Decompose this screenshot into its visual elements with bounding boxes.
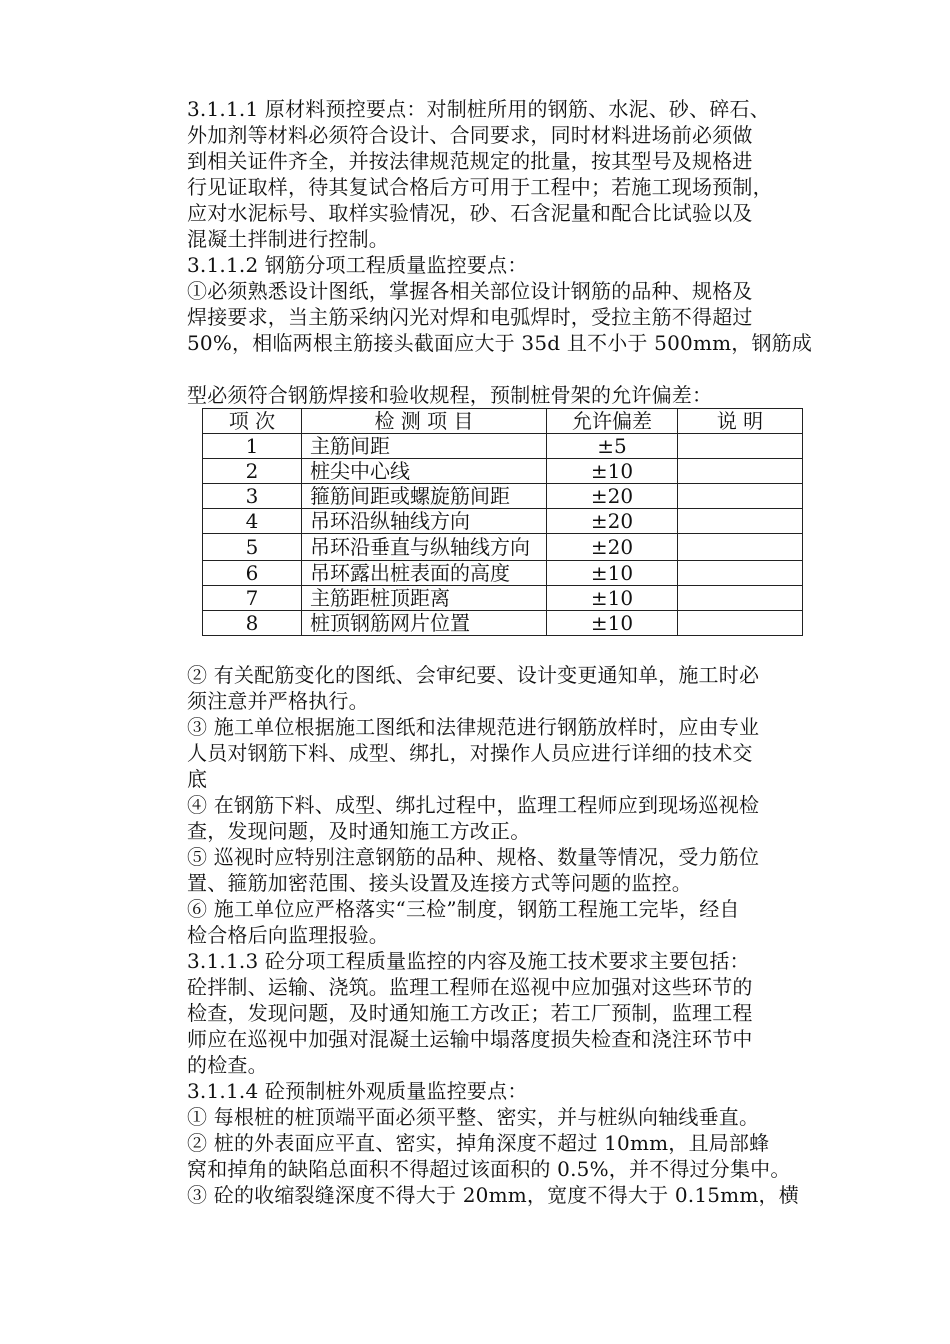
cell-item: 桩顶钢筋网片位置: [302, 611, 547, 636]
text-line: ② 桩的外表面应平直、密实，掉角深度不超过 10mm，且局部蜂: [187, 1131, 770, 1155]
header-tolerance: 允许偏差: [547, 409, 678, 434]
table-intro: 型必须符合钢筋焊接和验收规程，预制桩骨架的允许偏差：: [187, 383, 713, 407]
text-line: 3.1.1.2 钢筋分项工程质量监控要点：: [187, 253, 528, 277]
text-line: 行见证取样，待其复试合格后方可用于工程中；若施工现场预制，: [187, 175, 773, 199]
text-line: ④ 在钢筋下料、成型、绑扎过程中，监理工程师应到现场巡视检: [187, 793, 760, 817]
text-line: ⑥ 施工单位应严格落实“三检”制度，钢筋工程施工完毕，经自: [187, 897, 740, 921]
table-row: [203, 534, 803, 561]
text-line: 砼拌制、运输、浇筑。监理工程师在巡视中应加强对这些环节的: [187, 975, 753, 999]
table-row: [203, 611, 803, 636]
cell-item: 吊环露出桩表面的高度: [302, 561, 547, 586]
cell-item: 桩尖中心线: [302, 459, 547, 484]
table-row: [203, 561, 803, 586]
cell-note: [678, 534, 803, 561]
text-line: 应对水泥标号、取样实验情况，砂、石含泥量和配合比试验以及: [187, 201, 753, 225]
text-line: 查，发现问题，及时通知施工方改正。: [187, 819, 531, 843]
cell-item: 主筋距桩顶距离: [302, 586, 547, 611]
cell-note: [678, 434, 803, 459]
document-page: [187, 96, 827, 1208]
header-note: 说 明: [678, 409, 803, 434]
cell-tolerance: ±20: [547, 484, 678, 509]
text-line: 外加剂等材料必须符合设计、合同要求，同时材料进场前必须做: [187, 123, 753, 147]
cell-tolerance: ±10: [547, 611, 678, 636]
text-line: 3.1.1.1 原材料预控要点：对制桩所用的钢筋、水泥、砂、碎石、: [187, 97, 770, 121]
cell-note: [678, 611, 803, 636]
paragraphs-top: [187, 96, 827, 356]
text-line: 底: [187, 767, 208, 791]
table-header-row: [203, 409, 803, 434]
text-line: 3.1.1.4 砼预制桩外观质量监控要点：: [187, 1079, 528, 1103]
text-line: ⑤ 巡视时应特别注意钢筋的品种、规格、数量等情况，受力筋位: [187, 845, 760, 869]
text-line: 置、箍筋加密范围、接头设置及连接方式等问题的监控。: [187, 871, 692, 895]
paragraphs-bottom: [187, 662, 827, 1208]
cell-tolerance: ±20: [547, 534, 678, 561]
text-line: 3.1.1.3 砼分项工程质量监控的内容及施工技术要求主要包括：: [187, 949, 750, 973]
cell-tolerance: ±5: [547, 434, 678, 459]
text-line: 检查，发现问题，及时通知施工方改正；若工厂预制，监理工程: [187, 1001, 753, 1025]
text-line: 须注意并严格执行。: [187, 689, 369, 713]
cell-no: 7: [203, 586, 302, 611]
cell-no: 5: [203, 534, 302, 561]
table-row: [203, 586, 803, 611]
text-line: ③ 砼的收缩裂缝深度不得大于 20mm，宽度不得大于 0.15mm，横: [187, 1183, 799, 1207]
table-row: [203, 459, 803, 484]
text-line: 师应在巡视中加强对混凝土运输中塌落度损失检查和浇注环节中: [187, 1027, 753, 1051]
cell-note: [678, 509, 803, 534]
text-line: 焊接要求，当主筋采纳闪光对焊和电弧焊时，受拉主筋不得超过: [187, 305, 753, 329]
cell-note: [678, 586, 803, 611]
header-item: 检 测 项 目: [302, 409, 547, 434]
cell-item: 箍筋间距或螺旋筋间距: [302, 484, 547, 509]
text-line: ① 每根桩的桩顶端平面必须平整、密实，并与桩纵向轴线垂直。: [187, 1105, 760, 1129]
cell-no: 1: [203, 434, 302, 459]
cell-note: [678, 459, 803, 484]
table-body: [203, 434, 803, 636]
cell-no: 4: [203, 509, 302, 534]
cell-tolerance: ±10: [547, 561, 678, 586]
cell-no: 2: [203, 459, 302, 484]
cell-tolerance: ±20: [547, 509, 678, 534]
text-line: 到相关证件齐全，并按法律规范规定的批量，按其型号及规格进: [187, 149, 753, 173]
text-line: ①必须熟悉设计图纸，掌握各相关部位设计钢筋的品种、规格及: [187, 279, 753, 303]
blank-line: [187, 356, 827, 382]
table-row: [203, 434, 803, 459]
text-line: 窝和掉角的缺陷总面积不得超过该面积的 0.5%，并不得过分集中。: [187, 1157, 791, 1181]
text-line: 50%，相临两根主筋接头截面应大于 35d 且不小于 500mm，钢筋成: [187, 331, 813, 355]
header-no: 项 次: [203, 409, 302, 434]
text-line: ③ 施工单位根据施工图纸和法律规范进行钢筋放样时，应由专业: [187, 715, 760, 739]
cell-no: 8: [203, 611, 302, 636]
cell-item: 主筋间距: [302, 434, 547, 459]
text-line: 检合格后向监理报验。: [187, 923, 389, 947]
cell-note: [678, 561, 803, 586]
blank-line: [187, 636, 827, 662]
cell-item: 吊环沿纵轴线方向: [302, 509, 547, 534]
cell-item: 吊环沿垂直与纵轴线方向: [302, 534, 547, 561]
text-line: 人员对钢筋下料、成型、绑扎，对操作人员应进行详细的技术交: [187, 741, 753, 765]
cell-tolerance: ±10: [547, 586, 678, 611]
table-row: [203, 484, 803, 509]
text-line: 的检查。: [187, 1053, 268, 1077]
table-row: [203, 509, 803, 534]
text-line: 混凝土拌制进行控制。: [187, 227, 389, 251]
cell-tolerance: ±10: [547, 459, 678, 484]
cell-no: 6: [203, 561, 302, 586]
cell-no: 3: [203, 484, 302, 509]
text-line: ② 有关配筋变化的图纸、会审纪要、设计变更通知单，施工时必: [187, 663, 760, 687]
cell-note: [678, 484, 803, 509]
tolerance-table: [202, 408, 803, 636]
